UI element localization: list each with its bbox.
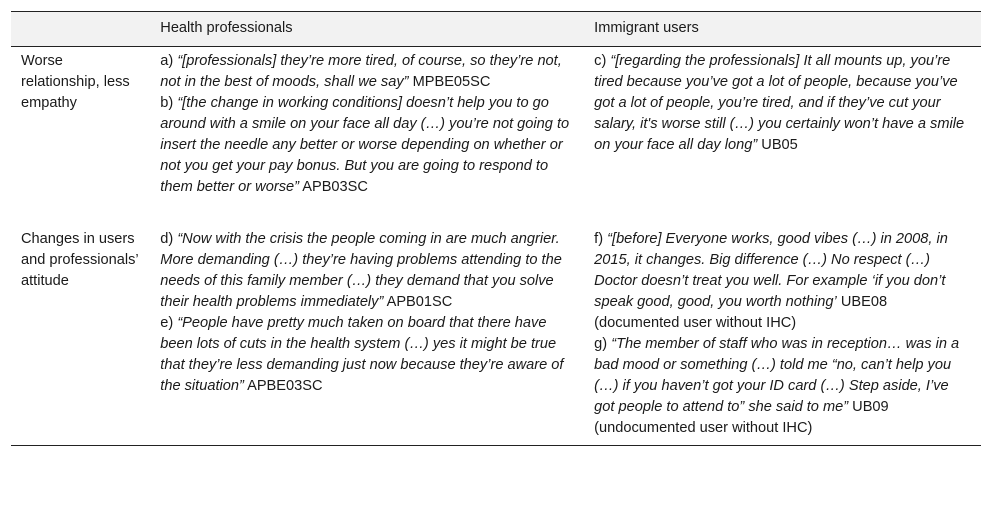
quote-source: MPBE05SC [408, 74, 491, 90]
quote-entry [160, 313, 574, 397]
quote-text: “Now with the crisis the people coming in are much angrier. More demanding (…) they’re having problems attending to the needs of this family member (…) they demand that you solve their health problems immediately” [160, 231, 562, 310]
quote-entry [594, 229, 971, 334]
table-row [11, 47, 981, 224]
quote-text: “[before] Everyone works, good vibes (…) in 2008, in 2015, it changes. Big difference (…) No respect (…) Doctor doesn’t treat you well. For example ‘if you don’t speak good, good, you worth nothing’ [594, 231, 948, 310]
quote-text: “The member of staff who was in reception… was in a bad mood or something (…) told me “no, can’t help you (…) if you haven’t got your ID card (…) Step aside, I’ve got people to attend to” she said to me” [594, 336, 960, 415]
quote-label: b) [160, 95, 178, 111]
quote-source: APB03SC [298, 179, 368, 195]
quote-entry [160, 229, 574, 313]
quote-text: “[the change in working conditions] doesn’t help you to go around with a smile on your face all day (…) you’re not going to insert the needle any better or worse depending on whether or not you get your pay bonus. But you are going to respond to them better or worse” [160, 95, 570, 195]
quote-source: UBE08 (documented user without IHC) [594, 294, 888, 331]
quote-source: APB01SC [383, 294, 453, 310]
professionals-cell [150, 47, 584, 224]
row-category: Changes in users and professionals’ attitude [11, 223, 150, 446]
table-row [11, 223, 981, 446]
row-category: Worse relationship, less empathy [21, 53, 130, 111]
quote-label: g) [594, 336, 612, 352]
table-header-row [11, 12, 981, 47]
users-cell [584, 223, 981, 446]
header-immigrant-users: Immigrant users [584, 12, 981, 47]
quote-text: “[professionals] they’re more tired, of course, so they’re not, not in the best of moods, shall we say” [160, 53, 562, 90]
header-health-professionals: Health professionals [150, 12, 584, 47]
quote-entry [594, 51, 971, 156]
quote-label: e) [160, 315, 178, 331]
users-cell [584, 47, 981, 224]
quote-label: c) [594, 53, 611, 69]
quote-label: f) [594, 231, 608, 247]
quote-source: APBE03SC [243, 378, 323, 394]
quote-entry [160, 51, 574, 93]
quote-text: “People have pretty much taken on board that there have been lots of cuts in the health system (…) yes it might be true that they’re less demanding just now because they’re aware of the situation” [160, 315, 564, 394]
quote-label: a) [160, 53, 178, 69]
quote-source: UB09 (undocumented user without IHC) [594, 399, 889, 436]
quote-entry [594, 334, 971, 439]
quote-label: d) [160, 231, 178, 247]
professionals-cell [150, 223, 584, 446]
header-category [11, 12, 150, 47]
quotes-table [11, 11, 981, 446]
quote-text: “[regarding the professionals] It all mounts up, you’re tired because you’ve got a lot of people, because you’ve got a lot of people, you’re tired, and if they’ve cut your salary, it's worse still (…) you certainly won’t have a smile on your face all day long” [594, 53, 965, 153]
quote-entry [160, 93, 574, 198]
quote-source: UB05 [757, 137, 798, 153]
